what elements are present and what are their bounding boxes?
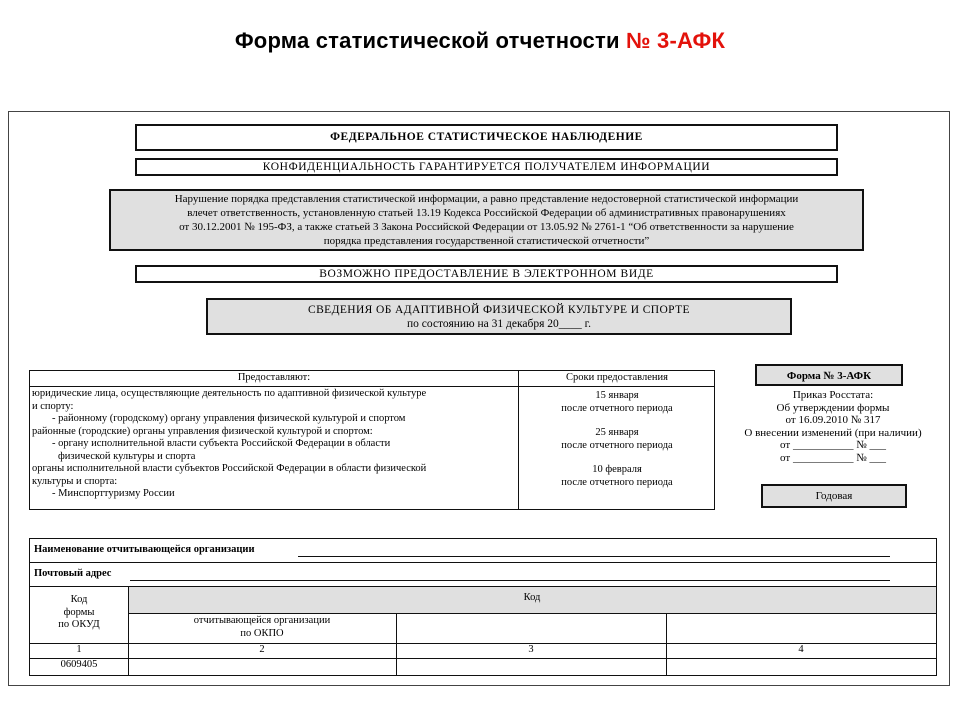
slide-title bbox=[0, 28, 960, 54]
grid-line bbox=[128, 587, 129, 675]
warning-line: от 30.12.2001 № 195-ФЗ, а также статьей 3 Закона Российской Федерации от 13.05.92 № 2761-1 “Об ответственности за нарушение bbox=[179, 221, 794, 233]
providers-table-header bbox=[30, 371, 714, 387]
okud-header-line: по ОКУД bbox=[58, 619, 100, 630]
okud-header bbox=[30, 594, 128, 632]
okud-header-line: Код bbox=[70, 594, 88, 605]
federal-observation-box: ФЕДЕРАЛЬНОЕ СТАТИСТИЧЕСКОЕ НАБЛЮДЕНИЕ bbox=[135, 124, 838, 151]
providers-list bbox=[32, 388, 516, 501]
report-title: СВЕДЕНИЯ ОБ АДАПТИВНОЙ ФИЗИЧЕСКОЙ КУЛЬТУРЕ И СПОРТЕ bbox=[308, 304, 690, 316]
postal-address-field[interactable] bbox=[130, 580, 890, 581]
document-frame bbox=[8, 111, 950, 686]
deadline-note: после отчетного периода bbox=[561, 476, 673, 488]
order-line: от ___________ № ___ bbox=[780, 439, 886, 451]
organization-table bbox=[29, 538, 937, 676]
deadline-note: после отчетного периода bbox=[561, 439, 673, 451]
report-title-box bbox=[206, 298, 792, 335]
provider-line: и спорту: bbox=[32, 400, 74, 412]
column-number: 1 bbox=[76, 644, 82, 655]
okpo-header-line: по ОКПО bbox=[240, 627, 284, 639]
warning-line: влечет ответственность, установленную статьей 13.19 Кодекса Российской Федерации об административных правонарушениях bbox=[187, 207, 786, 219]
column-divider bbox=[518, 371, 519, 509]
postal-address-row bbox=[30, 563, 936, 587]
column-number: 4 bbox=[798, 644, 804, 655]
order-line: О внесении изменений (при наличии) bbox=[744, 426, 922, 439]
slide-title-form-number: № 3-АФК bbox=[626, 28, 726, 53]
provider-line: физической культуры и спорта bbox=[58, 450, 196, 462]
okpo-code-cell[interactable] bbox=[128, 659, 396, 675]
code-header: Код bbox=[128, 587, 936, 613]
column-number: 2 bbox=[259, 644, 265, 655]
slide-title-text: Форма статистической отчетности bbox=[234, 28, 626, 53]
report-date: по состоянию на 31 декабря 20____ г. bbox=[407, 318, 591, 330]
provider-line: - органу исполнительной власти субъекта Российской Федерации в области bbox=[52, 438, 391, 449]
electronic-submission-box: ВОЗМОЖНО ПРЕДОСТАВЛЕНИЕ В ЭЛЕКТРОННОМ ВИДЕ bbox=[135, 265, 838, 283]
deadline-date: 15 января bbox=[595, 390, 639, 401]
warning-line: порядка представления государственной статистической отчетности” bbox=[323, 235, 650, 247]
form-name-box: Форма № 3-АФК bbox=[755, 364, 903, 386]
liability-warning-box bbox=[109, 189, 864, 251]
grid-line bbox=[128, 613, 936, 614]
postal-address-label: Почтовый адрес bbox=[34, 568, 112, 579]
org-name-row bbox=[30, 539, 936, 563]
deadlines-column-header: Сроки предоставления bbox=[566, 372, 668, 383]
provider-line: - районному (городскому) органу управления физической культурой и спортом bbox=[52, 413, 406, 424]
order-line: от 16.09.2010 № 317 bbox=[785, 414, 881, 426]
deadline-date: 25 января bbox=[595, 427, 639, 438]
okud-code-value: 0609405 bbox=[60, 659, 98, 670]
reporting-period-box: Годовая bbox=[761, 484, 907, 508]
grid-line bbox=[396, 613, 397, 675]
okud-header-line: формы bbox=[63, 606, 95, 618]
confidentiality-box: КОНФИДЕНЦИАЛЬНОСТЬ ГАРАНТИРУЕТСЯ ПОЛУЧАТЕЛЕМ ИНФОРМАЦИИ bbox=[135, 158, 838, 176]
deadline-note: после отчетного периода bbox=[561, 402, 673, 414]
providers-column-header: Предоставляют: bbox=[237, 372, 311, 383]
order-line: Об утверждении формы bbox=[776, 401, 890, 414]
okpo-header-line: отчитывающейся организации bbox=[193, 615, 331, 626]
deadlines-list bbox=[520, 390, 714, 489]
provider-line: - Минспорттуризму России bbox=[52, 488, 175, 499]
warning-line: Нарушение порядка представления статистической информации, а равно представление недостоверной статистической информации bbox=[174, 193, 799, 205]
order-line: Приказ Росстата: bbox=[792, 389, 874, 401]
provider-line: культуры и спорта: bbox=[32, 475, 118, 487]
code-cell-3[interactable] bbox=[396, 659, 666, 675]
org-name-field[interactable] bbox=[298, 556, 890, 557]
grid-line bbox=[666, 613, 667, 675]
code-cell-4[interactable] bbox=[666, 659, 936, 675]
provider-line: юридические лица, осуществляющие деятельность по адаптивной физической культуре bbox=[32, 388, 427, 399]
provider-line: органы исполнительной власти субъектов Российской Федерации в области физической bbox=[32, 463, 427, 474]
deadline-date: 10 февраля bbox=[592, 464, 642, 475]
providers-table bbox=[29, 370, 715, 510]
order-info bbox=[724, 389, 942, 464]
org-name-label: Наименование отчитывающейся организации bbox=[34, 544, 255, 555]
grid-line bbox=[30, 643, 936, 644]
column-number: 3 bbox=[528, 644, 534, 655]
order-line: от ___________ № ___ bbox=[780, 451, 886, 464]
provider-line: районные (городские) органы управления физической культурой и спортом: bbox=[32, 425, 373, 437]
okpo-header bbox=[128, 615, 396, 640]
grid-line bbox=[30, 658, 936, 659]
